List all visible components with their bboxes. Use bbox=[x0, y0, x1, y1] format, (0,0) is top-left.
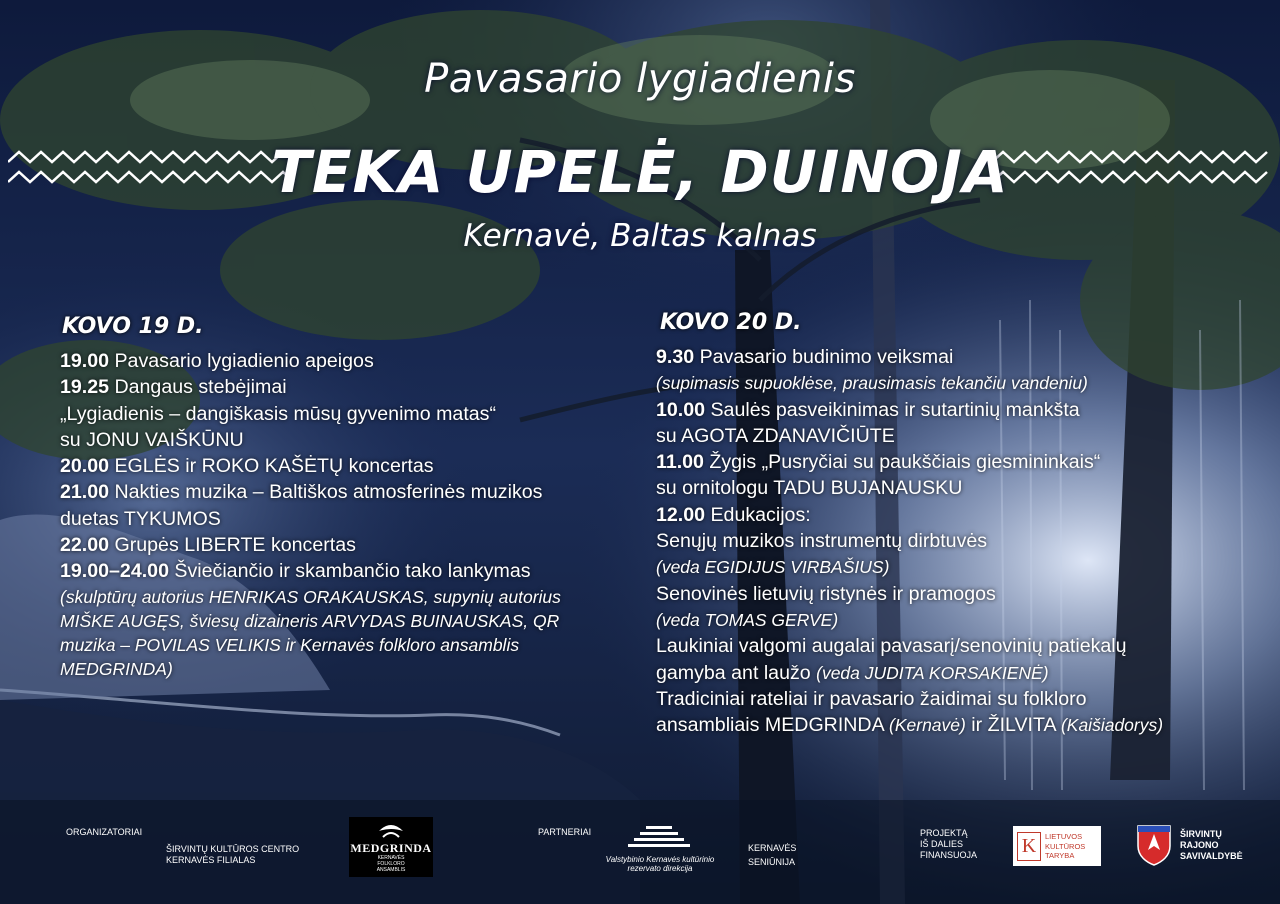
note-line: (veda TOMAS GERVE) bbox=[656, 609, 839, 630]
lkt-line: TARYBA bbox=[1045, 851, 1075, 860]
note-line: (skulptūrų autorius HENRIKAS ORAKAUSKAS, supynių autorius bbox=[60, 586, 561, 607]
time: 10.00 bbox=[656, 398, 706, 421]
time: 19.00 bbox=[60, 350, 110, 372]
funder-label bbox=[920, 828, 977, 861]
medgrinda-wordmark: MEDGRINDA bbox=[350, 841, 432, 855]
sirvintos-coat-of-arms-icon bbox=[1136, 824, 1172, 866]
organizers-label: ORGANIZATORIAI bbox=[66, 827, 143, 837]
note-line: muzika – POVILAS VELIKIS ir Kernavės folkloro ansamblis bbox=[60, 634, 520, 655]
note: (Kernavė) bbox=[889, 715, 966, 736]
activity: Pavasario budinimo veiksmai bbox=[694, 346, 954, 368]
medgrinda-sub-line: KERNAVĖS bbox=[377, 855, 405, 861]
schedule-line: Tradiciniai rateliai ir pavasario žaidimai su folkloro bbox=[656, 687, 1087, 710]
activity: duetas TYKUMOS bbox=[60, 507, 221, 530]
activity: ansambliais MEDGRINDA bbox=[656, 714, 890, 737]
note-line: (veda EGIDIJUS VIRBAŠIUS) bbox=[656, 557, 890, 578]
schedule-line bbox=[60, 479, 561, 505]
time: 9.30 bbox=[656, 346, 695, 368]
event-subtitle: Pavasario lygiadienis bbox=[424, 56, 856, 102]
schedule-line bbox=[60, 427, 561, 453]
activity: ir ŽILVITA bbox=[965, 714, 1061, 737]
day2-heading: KOVO 20 D. bbox=[660, 310, 802, 335]
partner-seniunija-text bbox=[748, 843, 796, 868]
sirvintos-line: SAVIVALDYBĖ bbox=[1180, 851, 1243, 861]
schedule-line bbox=[60, 532, 561, 558]
organizer-line: ŠIRVINTŲ KULTŪROS CENTRO bbox=[166, 844, 300, 854]
activity: Žygis „Pusryčiai su paukščiais giesmininkais“ bbox=[703, 451, 1101, 474]
day2-schedule bbox=[656, 344, 1163, 738]
partner-reserve-text bbox=[601, 855, 719, 873]
schedule-line bbox=[60, 506, 561, 532]
time: 19.25 bbox=[60, 376, 110, 399]
organizer-line: KERNAVĖS FILIALAS bbox=[166, 855, 256, 865]
sirvintos-text bbox=[1180, 829, 1243, 862]
activity: Dangaus stebėjimai bbox=[109, 376, 287, 399]
schedule-line: Laukiniai valgomi augalai pavasarį/senovinių patiekalų bbox=[656, 635, 1127, 658]
organizer-text bbox=[166, 844, 299, 866]
schedule-line: su ornitologu TADU BUJANAUSKU bbox=[656, 477, 963, 500]
partner-line: Valstybinio Kernavės kultūrinio bbox=[605, 855, 715, 864]
schedule-line bbox=[656, 397, 1163, 423]
medgrinda-sub-line: ANSAMBLIS bbox=[376, 867, 406, 873]
lkt-logo bbox=[1013, 826, 1101, 866]
lkt-text bbox=[1045, 832, 1085, 861]
schedule-line bbox=[656, 660, 1163, 686]
activity: „Lygiadienis – dangiškasis mūsų gyvenimo matas“ bbox=[60, 402, 496, 425]
activity: Šviečiančio ir skambančio tako lankymas bbox=[168, 560, 531, 583]
day1-heading: KOVO 19 D. bbox=[62, 314, 204, 339]
partner-line: KERNAVĖS bbox=[748, 843, 797, 853]
time: 20.00 bbox=[60, 455, 110, 478]
activity: gamyba ant laužo bbox=[656, 661, 817, 684]
time: 22.00 bbox=[60, 534, 110, 557]
kernave-reserve-logo-icon bbox=[628, 824, 690, 852]
funder-line: IŠ DALIES bbox=[920, 839, 964, 849]
note-line: MIŠKE AUGĘS, šviesų dizaineris ARVYDAS BUINAUSKAS, QR bbox=[60, 610, 560, 631]
sirvintos-line: ŠIRVINTŲ bbox=[1180, 829, 1222, 839]
event-title: TEKA UPELĖ, DUINOJA bbox=[271, 138, 1009, 206]
schedule-line bbox=[60, 374, 561, 400]
activity: Saulės pasveikinimas ir sutartinių mankšta bbox=[705, 398, 1080, 421]
lkt-k-icon: K bbox=[1017, 832, 1041, 861]
activity: Nakties muzika – Baltiškos atmosferinės muzikos bbox=[109, 481, 543, 504]
schedule-line: Senųjų muzikos instrumentų dirbtuvės bbox=[656, 530, 988, 553]
schedule-line bbox=[656, 449, 1163, 475]
schedule-line bbox=[60, 453, 561, 479]
schedule-line bbox=[656, 344, 1163, 370]
funder-line: FINANSUOJA bbox=[920, 850, 978, 860]
activity: su JONU VAIŠKŪNU bbox=[60, 428, 244, 451]
time: 11.00 bbox=[656, 451, 704, 474]
medgrinda-logo bbox=[349, 817, 433, 877]
schedule-line bbox=[60, 401, 561, 427]
partners-label: PARTNERIAI bbox=[538, 827, 592, 837]
schedule-line: su AGOTA ZDANAVIČIŪTE bbox=[656, 424, 895, 447]
note: (Kaišiadorys) bbox=[1060, 715, 1164, 736]
time: 21.00 bbox=[60, 481, 110, 504]
activity: Edukacijos: bbox=[705, 503, 811, 526]
medgrinda-subtitle bbox=[349, 855, 433, 873]
schedule-line bbox=[656, 502, 1163, 528]
partner-line: rezervato direkcija bbox=[627, 864, 693, 873]
activity: EGLĖS ir ROKO KAŠĖTŲ koncertas bbox=[109, 455, 434, 478]
sirvintos-line: RAJONO bbox=[1180, 840, 1219, 850]
time: 19.00–24.00 bbox=[60, 560, 169, 583]
funder-line: PROJEKTĄ bbox=[920, 828, 968, 838]
schedule-line bbox=[60, 348, 561, 374]
time: 12.00 bbox=[656, 503, 706, 526]
note: (veda JUDITA KORSAKIENĖ) bbox=[816, 662, 1049, 683]
medgrinda-sub-line: FOLKLORO bbox=[377, 861, 405, 867]
activity: Pavasario lygiadienio apeigos bbox=[109, 350, 374, 372]
schedule-line: Senovinės lietuvių ristynės ir pramogos bbox=[656, 582, 996, 605]
note-line: (supimasis supuoklėse, prausimasis tekančiu vandeniu) bbox=[656, 373, 1088, 394]
note-line: MEDGRINDA) bbox=[60, 658, 173, 679]
lkt-line: LIETUVOS bbox=[1045, 832, 1083, 841]
lkt-line: KULTŪROS bbox=[1045, 841, 1086, 851]
schedule-line bbox=[60, 558, 561, 584]
schedule-line bbox=[656, 712, 1163, 738]
day1-schedule bbox=[60, 348, 561, 681]
activity: Grupės LIBERTE koncertas bbox=[109, 534, 356, 557]
event-location: Kernavė, Baltas kalnas bbox=[463, 218, 817, 254]
partner-line: SENIŪNIJA bbox=[748, 857, 796, 867]
